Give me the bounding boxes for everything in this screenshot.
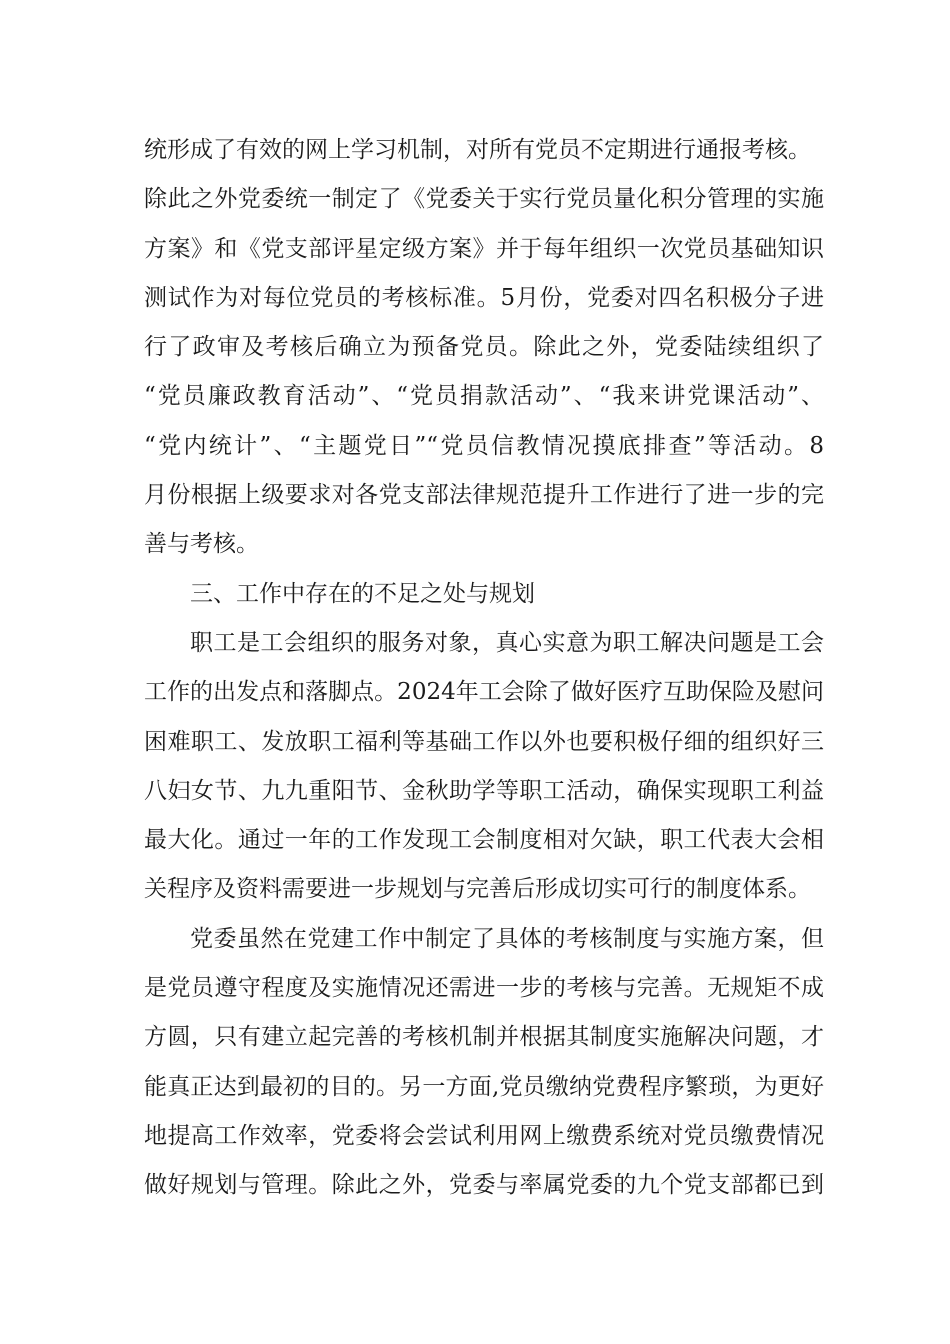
text-line: 月份根据上级要求对各党支部法律规范提升工作进行了进一步的完 xyxy=(144,482,824,509)
text-line: 是党员遵守程度及实施情况还需进一步的考核与完善。无规矩不成 xyxy=(144,975,824,1002)
text-line: 方案》和《党支部评星定级方案》并于每年组织一次党员基础知识 xyxy=(144,235,824,262)
text-line: “党员廉政教育活动”、“党员捐款活动”、“我来讲党课活动”、 xyxy=(144,383,824,410)
text-line: 测试作为对每位党员的考核标准。5月份，党委对四名积极分子进 xyxy=(144,284,824,311)
paragraph-first-line: 党委虽然在党建工作中制定了具体的考核制度与实施方案，但 xyxy=(190,925,824,952)
text-line: 善与考核。 xyxy=(144,531,259,558)
text-line: 统形成了有效的网上学习机制，对所有党员不定期进行通报考核。 xyxy=(144,137,811,163)
text-line: 关程序及资料需要进一步规划与完善后形成切实可行的制度体系。 xyxy=(144,876,811,903)
paragraph-first-line: 职工是工会组织的服务对象，真心实意为职工解决问题是工会 xyxy=(190,629,824,656)
text-line: 除此之外党委统一制定了《党委关于实行党员量化积分管理的实施 xyxy=(144,186,824,213)
text-line: “党内统计”、“主题党日”“党员信教情况摸底排查”等活动。8 xyxy=(144,432,824,459)
text-line: 行了政审及考核后确立为预备党员。除此之外，党委陆续组织了 xyxy=(144,334,824,361)
text-line: 困难职工、发放职工福利等基础工作以外也要积极仔细的组织好三 xyxy=(144,728,824,755)
text-line: 八妇女节、九九重阳节、金秋助学等职工活动，确保实现职工利益 xyxy=(144,777,824,804)
text-line: 工作的出发点和落脚点。2024年工会除了做好医疗互助保险及慰问 xyxy=(144,679,824,706)
section-heading: 三、工作中存在的不足之处与规划 xyxy=(190,580,535,607)
text-line: 地提高工作效率，党委将会尝试利用网上缴费系统对党员缴费情况 xyxy=(144,1122,824,1149)
text-line: 能真正达到最初的目的。另一方面,党员缴纳党费程序繁琐，为更好 xyxy=(144,1073,824,1100)
text-line: 方圆，只有建立起完善的考核机制并根据其制度实施解决问题，才 xyxy=(144,1024,824,1051)
text-line: 最大化。通过一年的工作发现工会制度相对欠缺，职工代表大会相 xyxy=(144,827,824,854)
text-line: 做好规划与管理。除此之外，党委与率属党委的九个党支部都已到 xyxy=(144,1172,824,1199)
document-body xyxy=(144,126,824,1211)
